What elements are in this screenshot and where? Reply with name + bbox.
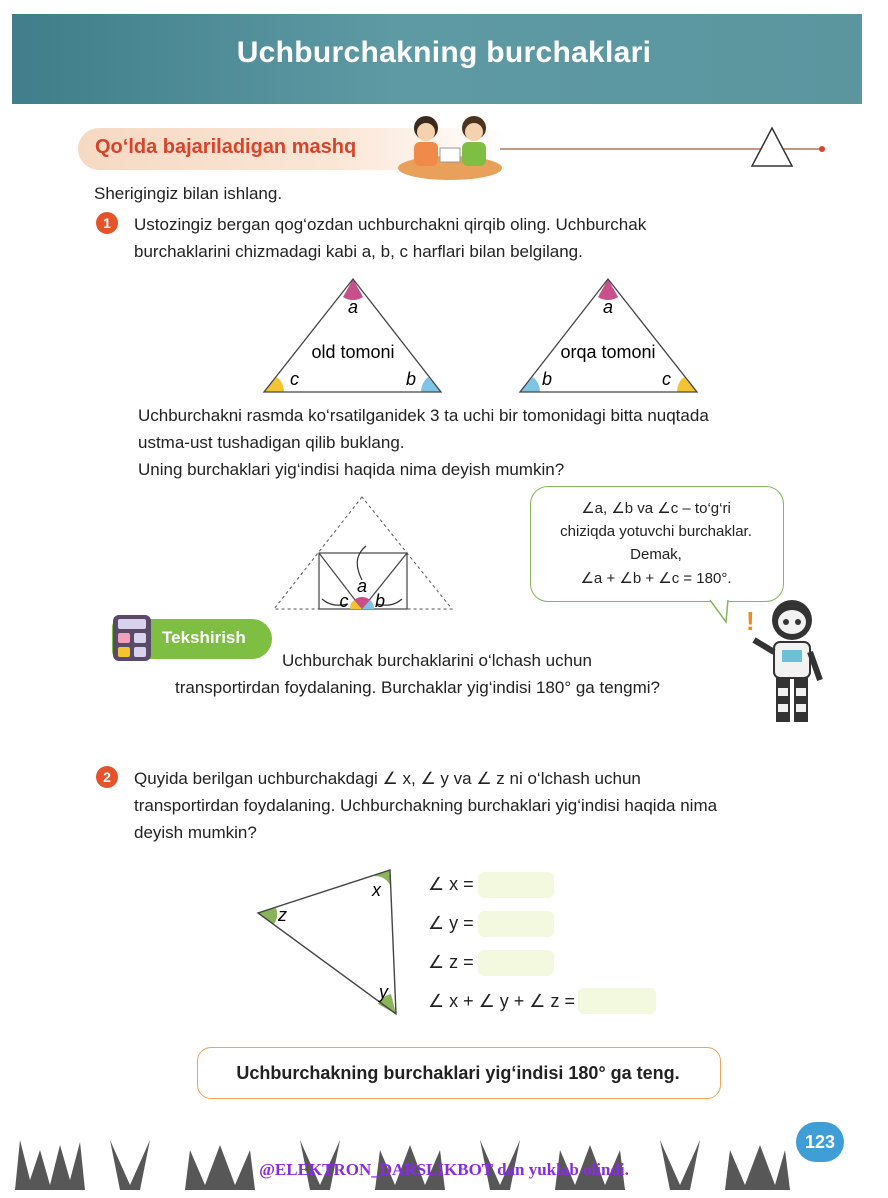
front-label-c: c — [290, 369, 299, 389]
task1-line1: Ustozingiz bergan qog‘ozdan uchburchakni qirqib oling. Uchburchak — [134, 215, 647, 234]
check-line1: Uchburchak burchaklarini o‘lchash uchun — [282, 651, 592, 670]
svg-text:!: ! — [746, 606, 755, 636]
back-label-c: c — [662, 369, 671, 389]
answer-y-box[interactable] — [478, 911, 554, 937]
robot-icon — [740, 596, 826, 728]
back-label-a: a — [602, 297, 614, 317]
front-side-label: old tomoni — [311, 342, 395, 362]
label-y: y — [379, 982, 388, 1002]
page-title: Uchburchakning burchaklari — [236, 36, 652, 69]
back-side-label: orqa tomoni — [560, 342, 656, 362]
bubble-line1: ∠a, ∠b va ∠c – to‘g‘ri — [581, 500, 731, 517]
fold-question: Uning burchaklari yig‘indisi haqida nima deyish mumkin? — [138, 460, 565, 479]
eq-sum: ∠ x + ∠ y + ∠ z = — [428, 991, 575, 1011]
page-number: 123 — [796, 1122, 844, 1162]
triangle-front — [260, 276, 445, 394]
bubble-line4: ∠a + ∠b + ∠c = 180°. — [580, 570, 732, 587]
fold-diagram — [270, 494, 456, 612]
bubble-line2: chiziqda yotuvchi burchaklar. — [560, 523, 752, 540]
kids-illustration — [396, 108, 504, 180]
eq-x: ∠ x = — [428, 874, 474, 894]
task2-badge: 2 — [96, 766, 118, 788]
label-z: z — [278, 905, 287, 925]
fold-label-b: b — [374, 591, 386, 611]
triangle-back — [516, 276, 701, 394]
task1-badge: 1 — [96, 212, 118, 234]
check-line2: transportirdan foydalaning. Burchaklar yig‘indisi 180° ga tengmi? — [175, 678, 660, 697]
front-label-b: b — [406, 369, 417, 389]
fold-line2: ustma-ust tushadigan qilib buklang. — [138, 433, 405, 452]
task1-line2: burchaklarini chizmadagi kabi a, b, c harflari bilan belgilang. — [134, 242, 583, 261]
check-label: Tekshirish — [162, 628, 246, 647]
intro-text: Sherigingiz bilan ishlang. — [94, 184, 283, 203]
eq-z: ∠ z = — [428, 952, 474, 972]
task2-line1: Quyida berilgan uchburchakdagi ∠ x, ∠ y va ∠ z ni o‘lchash uchun — [134, 769, 641, 788]
answer-z-box[interactable] — [478, 950, 554, 976]
answer-sum-box[interactable] — [578, 988, 656, 1014]
fold-label-c: c — [339, 591, 349, 611]
bubble-tail — [708, 596, 738, 626]
label-x: x — [372, 880, 381, 900]
watermark: @ELEKTRON_DARSLIKBOT dan yuklab olindi. — [259, 1160, 629, 1179]
fold-label-a: a — [356, 576, 368, 596]
back-label-b: b — [542, 369, 553, 389]
decor-line — [500, 122, 830, 172]
conclusion-text: Uchburchakning burchaklari yig‘indisi 180° ga teng. — [236, 1063, 680, 1083]
section-label: Qo‘lda bajariladigan mashq — [95, 136, 357, 158]
calculator-icon — [112, 614, 152, 662]
task2-line3: deyish mumkin? — [134, 823, 257, 842]
triangle-xyz — [250, 864, 400, 1020]
fold-line1: Uchburchakni rasmda ko‘rsatilganidek 3 ta uchi bir tomonidagi bitta nuqtada — [138, 406, 709, 425]
front-label-a: a — [347, 297, 359, 317]
bubble-line3: Demak, — [630, 546, 682, 563]
eq-y: ∠ y = — [428, 913, 474, 933]
answer-x-box[interactable] — [478, 872, 554, 898]
task2-line2: transportirdan foydalaning. Uchburchakning burchaklari yig‘indisi haqida nima — [134, 796, 718, 815]
